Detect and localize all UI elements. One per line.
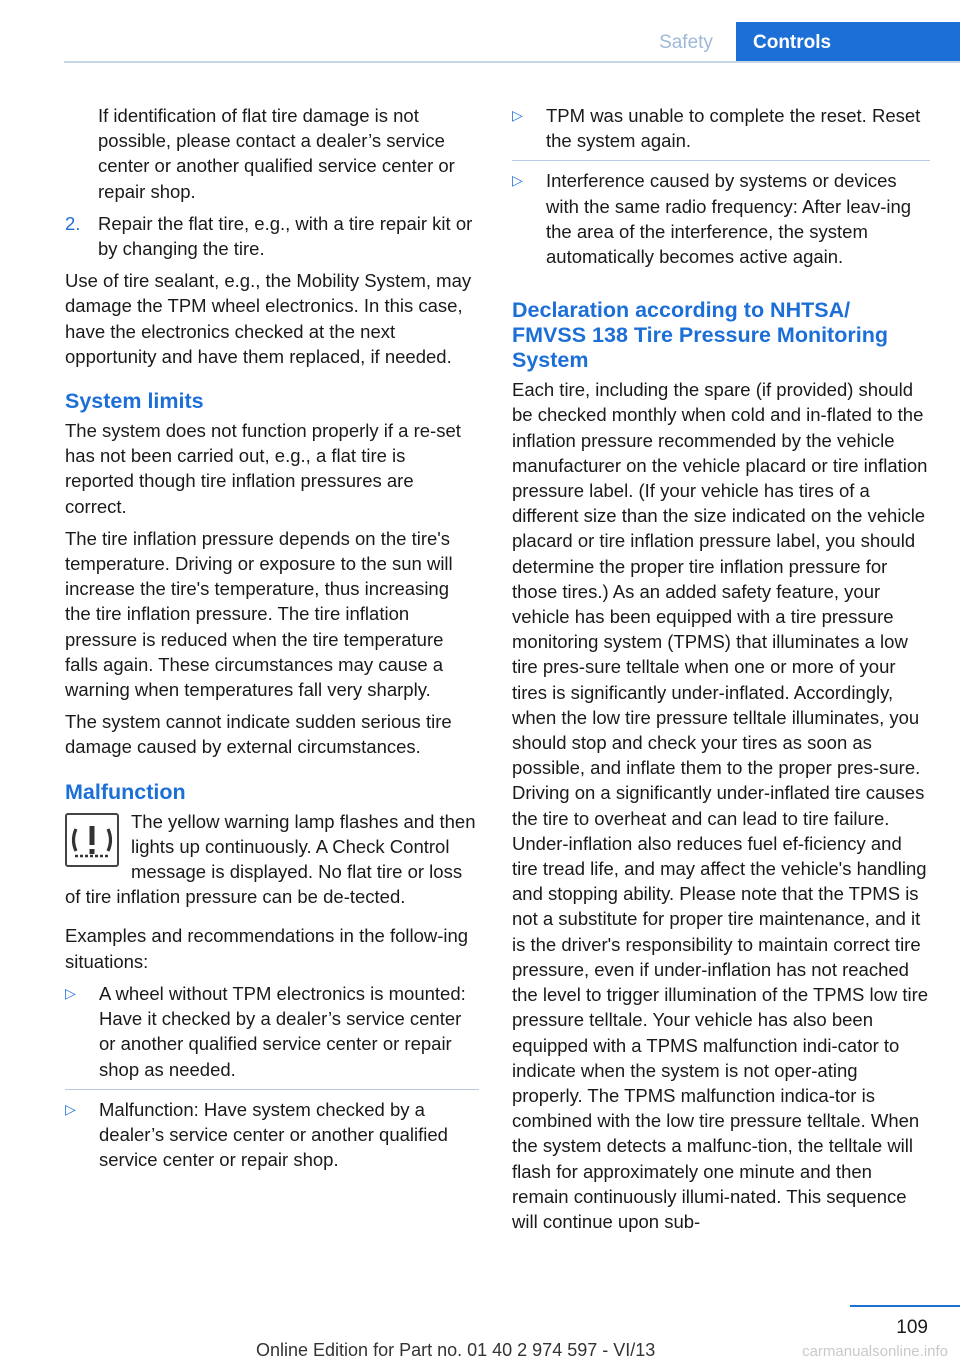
footer-divider <box>850 1305 960 1307</box>
list-item-text: Malfunction: Have system checked by a dealer’s service center or another qualified service center or repair shop. <box>99 1098 448 1171</box>
examples-paragraph: Examples and recommendations in the follow-ing situations: <box>65 925 469 972</box>
list-item <box>512 168 930 276</box>
left-column <box>65 103 479 1179</box>
tab-controls[interactable]: Controls <box>736 22 960 63</box>
list-item-text: TPM was unable to complete the reset. Reset the system again. <box>546 105 921 152</box>
right-bullet-list <box>512 103 930 276</box>
malfunction-paragraph: The yellow warning lamp flashes and then lights up continuously. A Check Control message is displayed. No flat tire or loss of tire inflation pressure can be de-tected. <box>65 810 476 908</box>
step-2 <box>65 211 479 261</box>
edition-text: Online Edition for Part no. 01 40 2 974 597 - VI/13 <box>256 1340 656 1360</box>
header-divider <box>64 61 960 63</box>
limits-paragraph-3: The system cannot indicate sudden serious tire damage caused by external circumstances. <box>65 711 452 758</box>
list-item <box>65 981 479 1090</box>
tab-safety[interactable]: Safety <box>659 32 713 53</box>
list-item <box>65 1097 479 1180</box>
list-item-text: A wheel without TPM electronics is mounted: Have it checked by a dealer’s service center or another qualified service center or repair shop as needed. <box>99 982 466 1080</box>
list-item <box>512 103 930 161</box>
step-number: 2. <box>65 212 81 234</box>
limits-paragraph-1: The system does not function properly if a re-set has not been carried out, e.g., a flat tire is reported though tire inflation pressures are correct. <box>65 420 461 517</box>
declaration-paragraph: Each tire, including the spare (if provided) should be checked monthly when cold and in-flated to the inflation pressure recommended by the vehicle manufacturer on the vehicle placard or tire inflation pressure label. (If your vehicle has tires of a different size than the size indicated on the vehicle placard or tire inflation pressure label, you should determine the proper tire inflation pressure for those tires.) As an added safety feature, your vehicle has been equipped with a tire pressure monitoring system (TPMS) that illuminates a low tire pres-sure telltale when one or more of your tires is significantly under-inflated. Accordingly, when the low tire pressure telltale illuminates, you should stop and check your tires as soon as possible, and inflate them to the proper pres-sure. Driving on a significantly under-inflated tire causes the tire to overheat and can lead to tire failure. Under-inflation also reduces fuel ef-ficiency and tire tread life, and may affect the vehicle's handling and stopping ability. Please note that the TPMS is not a substitute for proper tire maintenance, and it is the driver's responsibility to maintain correct tire pressure, even if under-inflation has not reached the level to trigger illumination of the TPMS low tire pressure telltale. Your vehicle has also been equipped with a TPMS malfunction indi-cator to indicate when the system is not oper-ating properly. The TPMS malfunction indica-tor is combined with the low tire pressure telltale. When the system detects a malfunc-tion, the telltale will flash for approximately one minute and then remain continuously illumi-nated. This sequence will continue upon sub- <box>512 379 929 1232</box>
triangle-right-icon: ▷ <box>512 172 523 189</box>
list-item-text: Interference caused by systems or devices with the same radio frequency: After leav-ing the area of the interference, the system automatically becomes active again. <box>546 170 912 268</box>
triangle-right-icon: ▷ <box>65 984 76 1001</box>
tire-pressure-warning-icon <box>65 813 119 867</box>
system-limits-heading: System limits <box>65 389 204 414</box>
left-bullet-list <box>65 981 479 1179</box>
declaration-heading: Declaration according to NHTSA/ FMVSS 138 Tire Pressure Monitoring System <box>512 298 888 373</box>
malfunction-heading: Malfunction <box>65 779 186 804</box>
triangle-right-icon: ▷ <box>512 107 523 123</box>
step-text: Repair the flat tire, e.g., with a tire repair kit or by changing the tire. <box>98 212 473 260</box>
malfunction-block <box>65 809 479 910</box>
limits-paragraph-2: The tire inflation pressure depends on the tire's temperature. Driving or exposure to the sun will increase the tire's temperature, thus increasing the tire inflation pressure. The tire inflation pressure is reduced when the tire temperature falls again. These circumstances may cause a warning when temperatures fall very sharply. <box>65 527 453 701</box>
right-column <box>512 103 930 1241</box>
page-number: 109 <box>896 1317 928 1338</box>
step1-continuation: If identification of flat tire damage is not possible, please contact a dealer’s service center or another qualified service center or repair shop. <box>98 105 455 202</box>
watermark: carmanualsonline.info <box>802 1343 948 1360</box>
triangle-right-icon: ▷ <box>65 1100 76 1117</box>
sealant-paragraph: Use of tire sealant, e.g., the Mobility System, may damage the TPM wheel electronics. In this case, have the electronics checked at the next opportunity and have them replaced, if needed. <box>65 270 472 367</box>
